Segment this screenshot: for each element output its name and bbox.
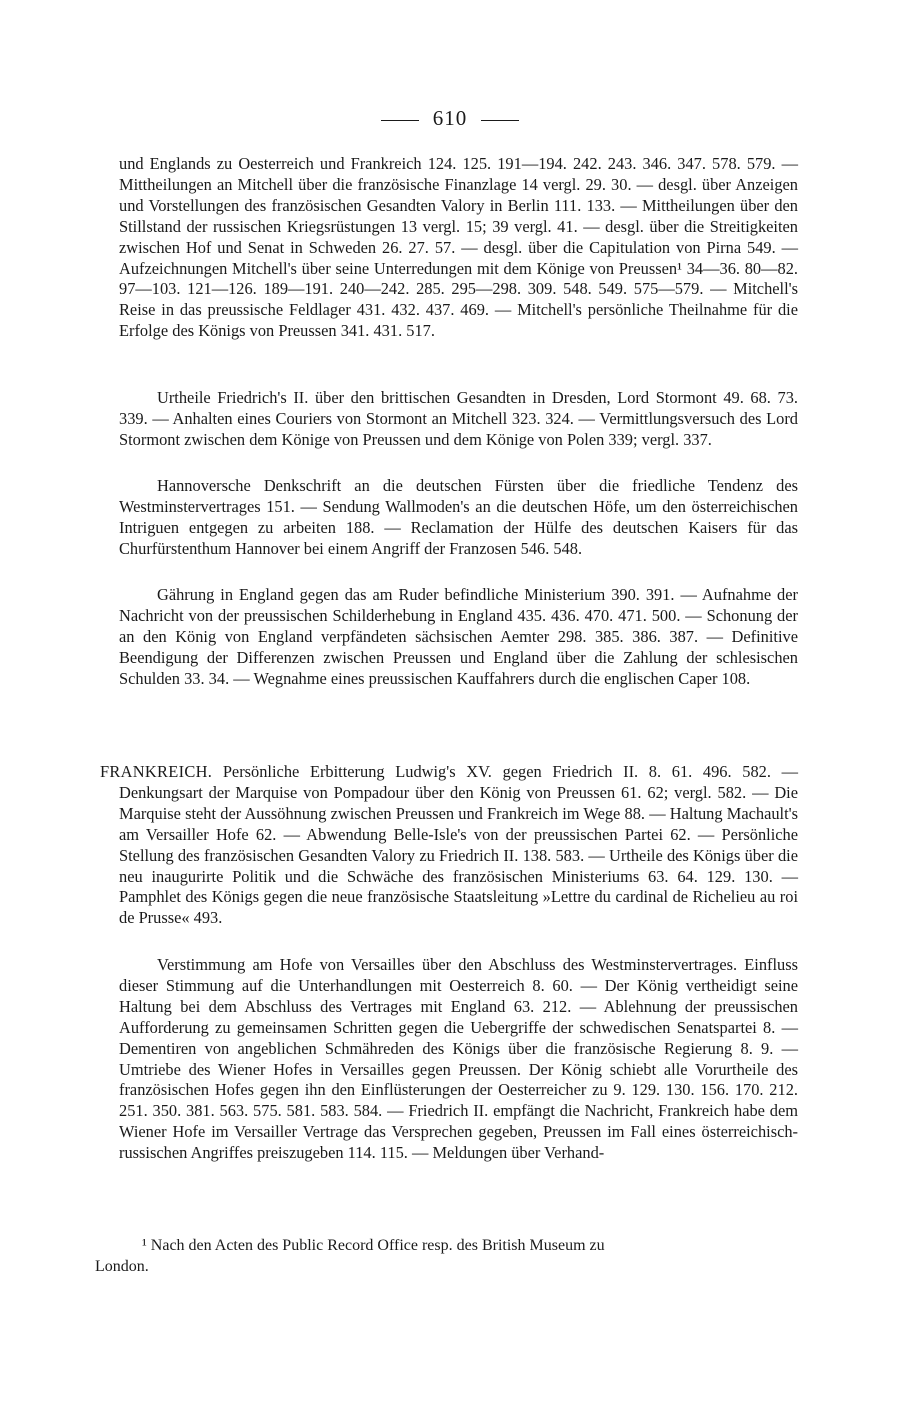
entry-text: Persönliche Erbitterung Ludwig's XV. gegen Friedrich II. 8. 61. 496. 582. — Denkungsart der Marquise von Pompadour über den König von Preussen 61. 62; vergl. 582. — Die Marquise steht der Aussöhnung zwischen Preussen und Frankreich im Wege 88. — Haltung Machault's am Versailler Hofe 62. — Abwendung Belle-Isle's von der preussischen Partei 62. — Persönliche Stellung des französischen Gesandten Valory zu Friedrich II. 138. 583. — Urtheile des Königs über die neu inaugurirte Politik und die Schwäche des französischen Ministeriums 63. 64. 129. 130. — Pamphlet des Königs gegen die neue französische Staatsleitung »Lettre du cardinal de Richelieu au roi de Prusse« 493. [119,762,798,928]
page-number: 610 [432,106,468,130]
paragraph-england: Gährung in England gegen das am Ruder befindliche Ministerium 390. 391. — Aufnahme der Nachricht von der preussischen Schilderhebung in England 435. 436. 470. 471. 500. — Schonung der an den König von England verpfändeten sächsischen Aemter 298. 385. 386. 387. — Definitive Beendigung der Differenzen zwischen Preussen und England über die Zahlung der schlesischen Schulden 33. 34. — Wegnahme eines preussischen Kauffahrers durch die englischen Caper 108. [119,585,798,688]
header-right-rule [481,120,519,121]
footnote-line-1: ¹ Nach den Acten des Public Record Office resp. des British Museum zu [142,1237,605,1254]
paragraph-mitchell: und Englands zu Oesterreich und Frankreich 124. 125. 191—194. 242. 243. 346. 347. 578. 579. — Mittheilungen an Mitchell über die französische Finanzlage 14 vergl. 29. 30. — desgl. über Anzeigen und Vorstellungen des französischen Gesandten Valory in Berlin 111. 133. — Mittheilungen über den Stillstand der russischen Kriegsrüstungen 13 vergl. 15; 39 vergl. 41. — desgl. über die Streitigkeiten zwischen Hof und Senat in Schweden 26. 27. 57. — desgl. über die Capitulation von Pirna 549. — Aufzeichnungen Mitchell's über seine Unterredungen mit dem Könige von Preussen¹ 34—36. 80—82. 97—103. 121—126. 189—191. 240—242. 285. 295—298. 309. 548. 549. 575—579. — Mitchell's Reise in das preussische Feldlager 431. 432. 437. 469. — Mitchell's persönliche Theilnahme für die Erfolge des Königs von Preussen 341. 431. 517. [119,154,798,341]
paragraph-versailles: Verstimmung am Hofe von Versailles über den Abschluss des Westminstervertrages. Einfluss dieser Stimmung auf die Unterhandlungen mit Oesterreich 8. 60. — Der König vertheidigt seine Haltung bei dem Abschluss des Vertrages mit England 63. 212. — Ablehnung der preussischen Aufforderung zu gemeinsamen Schritten gegen die Uebergriffe der schwedischen Senatspartei 8. — Dementiren von angeblichen Schmähreden des Königs über die französische Regierung 8. 9. — Umtriebe des Wiener Hofes in Versailles gegen Preussen. Der König schiebt alle Vorurtheile des französischen Hofes gegen ihn den Einflüsterungen der Oesterreicher zu 9. 129. 130. 156. 170. 212. 251. 350. 381. 563. 575. 581. 583. 584. — Friedrich II. empfängt die Nachricht, Frankreich habe dem Wiener Hofe im Versailler Vertrage das Versprechen gegeben, Preussen im Fall eines österreichisch-russischen Angriffes preiszugeben 114. 115. — Meldungen über Verhand- [119,955,798,1163]
paragraph-hannover: Hannoversche Denkschrift an die deutschen Fürsten über die friedliche Tendenz des Westminstervertrages 151. — Sendung Wallmoden's an die deutschen Höfe, um den österreichischen Intriguen entgegen zu arbeiten 188. — Reclamation der Hülfe des deutschen Kaisers für das Churfürstenthum Hannover bei einem Angriff der Franzosen 546. 548. [119,476,798,558]
header-left-rule [381,120,419,121]
entry-frankreich [100,762,798,929]
paragraph-stormont: Urtheile Friedrich's II. über den brittischen Gesandten in Dresden, Lord Stormont 49. 68. 73. 339. — Anhalten eines Couriers von Stormont an Mitchell 323. 324. — Vermittlungsversuch des Lord Stormont zwischen dem Könige von Preussen und dem Könige von Polen 339; vergl. 337. [119,388,798,449]
entry-heading: FRANKREICH. [100,762,213,781]
footnote-line-2: London. [95,1258,149,1275]
footnote [95,1235,797,1277]
page-header [0,106,900,131]
